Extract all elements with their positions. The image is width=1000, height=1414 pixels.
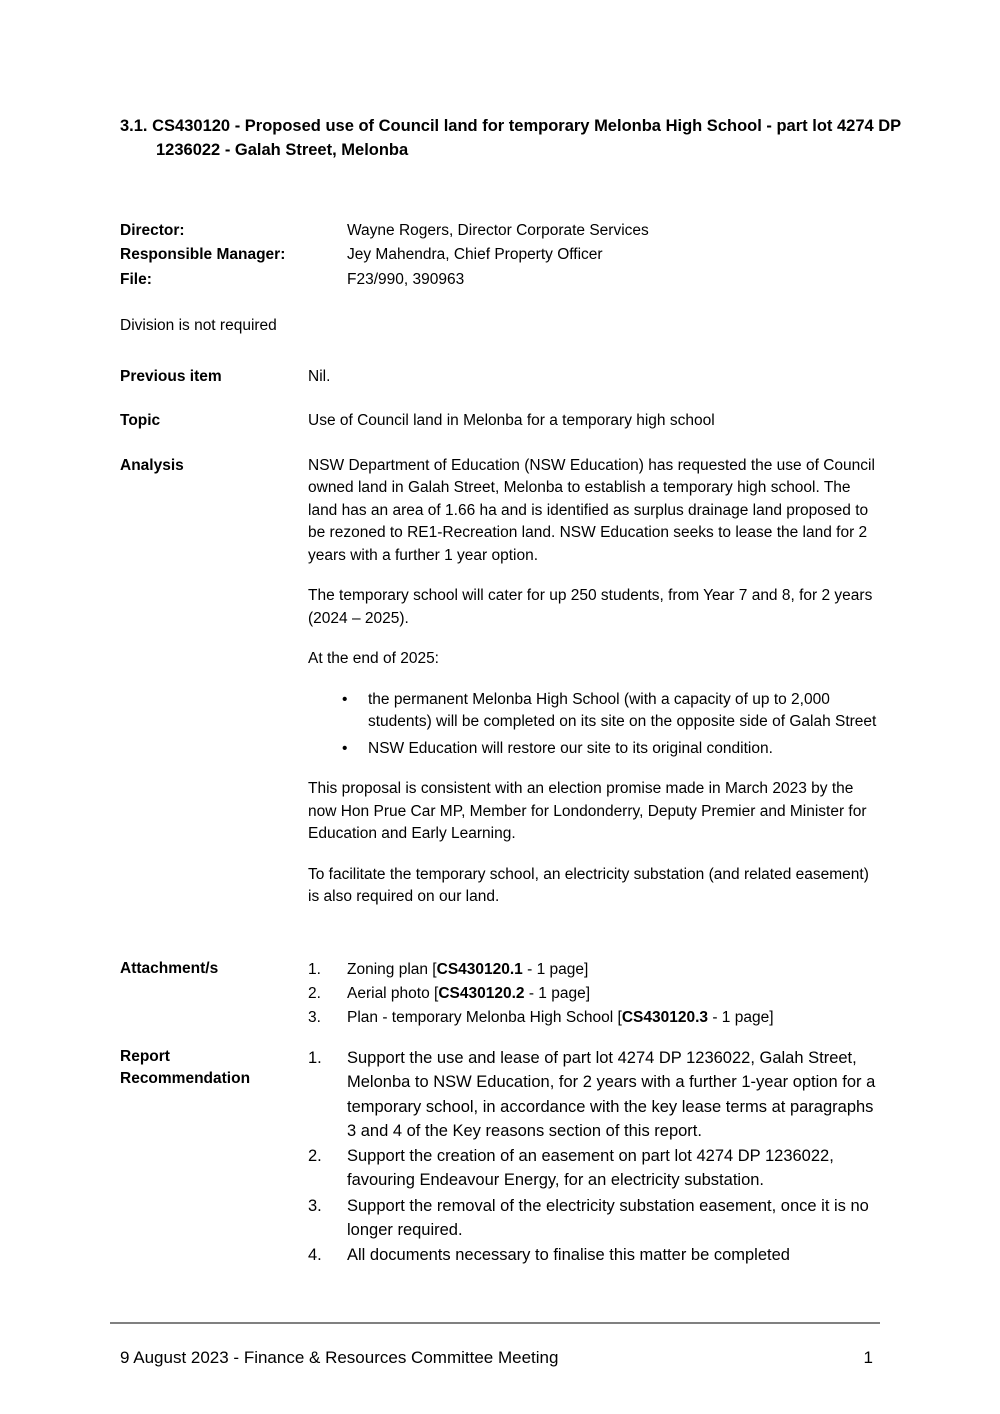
field-topic [120, 410, 880, 432]
metadata-label-file: File: [120, 270, 152, 288]
metadata-label-director: Director: [120, 222, 185, 239]
recommendation-list [308, 1046, 880, 1267]
analysis-paragraph-2: The temporary school will cater for up 250 students, from Year 7 and 8, for 2 years (2024 – 2025). [308, 587, 873, 627]
field-value-analysis [308, 455, 880, 909]
list-item [308, 689, 880, 734]
attachment-pages: - 1 page] [708, 1009, 774, 1027]
page-title [120, 115, 916, 163]
analysis-paragraph-5: To facilitate the temporary school, an electricity substation (and related easement) is also required on our land. [308, 865, 869, 906]
field-label-attachments: Attachment/s [120, 960, 219, 977]
metadata-value-director: Wayne Rogers, Director Corporate Services [347, 222, 649, 239]
bullet-icon: • [342, 690, 348, 708]
list-item-text: Support the creation of an easement on part lot 4274 DP 1236022, favouring Endeavour Energy, for an electricity substation. [347, 1147, 834, 1190]
list-item [308, 1243, 880, 1267]
attachment-list [308, 958, 880, 1030]
list-marker: 2. [308, 1147, 322, 1165]
field-value-attachments [308, 958, 880, 1030]
analysis-paragraph-4: This proposal is consistent with an election promise made in March 2023 by the now Hon Prue Car MP, Member for Londonderry, Deputy Premier and Minister for Education and Early Learning. [308, 780, 867, 843]
list-marker: 3. [308, 1196, 322, 1215]
footer-divider [110, 1322, 880, 1324]
field-analysis [120, 455, 880, 909]
attachment-code: CS430120.3 [621, 1009, 709, 1027]
attachment-label: Zoning plan [ [347, 961, 437, 978]
list-item [308, 1006, 880, 1030]
list-item-text: NSW Education will restore our site to its original condition. [368, 739, 773, 757]
list-item [308, 982, 880, 1006]
footer-meeting-title: 9 August 2023 - Finance & Resources Committee Meeting [120, 1348, 559, 1367]
attachment-code: CS430120.2 [438, 985, 525, 1003]
page-footer [120, 1348, 880, 1368]
list-marker: 2. [308, 985, 321, 1003]
analysis-paragraph-3: At the end of 2025: [308, 650, 439, 668]
list-marker: 1. [308, 1049, 322, 1067]
field-label-analysis: Analysis [120, 457, 184, 474]
page-title-number: 3.1. [120, 117, 148, 135]
field-value-report-recommendation [308, 1046, 880, 1268]
field-label-report-recommendation [120, 1046, 308, 1091]
list-item-text: the permanent Melonba High School (with a capacity of up to 2,000 students) will be completed on its site on the opposite side of Galah Street [368, 690, 877, 731]
footer-page-number: 1 [863, 1348, 873, 1367]
page-title-text: CS430120 - Proposed use of Council land for temporary Melonba High School - part lot 4274 DP 1236022 - Galah Street, Melonba [152, 117, 901, 159]
list-marker: 4. [308, 1246, 322, 1264]
attachment-label: Aerial photo [ [347, 985, 439, 1003]
list-item [308, 1144, 880, 1193]
field-attachments [120, 958, 880, 1030]
list-item-text: All documents necessary to finalise this matter be completed [347, 1246, 790, 1264]
field-label-topic: Topic [120, 412, 161, 429]
list-item-text: Support the removal of the electricity substation easement, once it is no longer required. [347, 1196, 869, 1239]
metadata-row-director [120, 219, 880, 243]
metadata-label-responsible-manager: Responsible Manager: [120, 246, 286, 264]
field-label-previous-item: Previous item [120, 368, 222, 385]
list-item [308, 1046, 880, 1143]
attachment-code: CS430120.1 [436, 961, 523, 978]
field-report-recommendation [120, 1046, 880, 1268]
metadata-value-file: F23/990, 390963 [347, 270, 465, 288]
bullet-icon: • [342, 739, 348, 757]
attachment-label: Plan - temporary Melonba High School [ [347, 1009, 622, 1027]
attachment-pages: - 1 page] [522, 961, 589, 978]
metadata-row-file [120, 268, 880, 292]
metadata-row-responsible-manager [120, 243, 880, 267]
list-item [308, 1194, 880, 1243]
analysis-bullet-list [308, 689, 880, 760]
document-metadata [120, 219, 880, 292]
division-note: Division is not required [120, 317, 277, 334]
list-marker: 1. [308, 961, 321, 978]
analysis-paragraph-1: NSW Department of Education (NSW Education) has requested the use of Council owned land in Galah Street, Melonba to establish a temporary high school. The land has an area of 1.66 ha and is identified as surplus drainage land proposed to be rezoned to RE1-Recreation land. NSW Education seeks to lease the land for 2 years with a further 1 year option. [308, 457, 875, 564]
list-marker: 3. [308, 1009, 321, 1027]
list-item [308, 958, 880, 982]
list-item-text: Support the use and lease of part lot 4274 DP 1236022, Galah Street, Melonba to NSW Education, for 2 years with a further 1-year option for a temporary school, in accordance with the key lease terms at paragraphs 3 and 4 of the Key reasons section of this report. [347, 1049, 876, 1140]
field-previous-item [120, 366, 880, 388]
field-label-line-2: Recommendation [120, 1070, 251, 1088]
metadata-value-responsible-manager: Jey Mahendra, Chief Property Officer [347, 246, 603, 264]
list-item [308, 738, 880, 760]
field-value-previous-item: Nil. [308, 368, 331, 385]
attachment-pages: - 1 page] [524, 985, 591, 1003]
field-value-topic: Use of Council land in Melonba for a temporary high school [308, 412, 715, 429]
field-label-line-1: Report [120, 1048, 170, 1065]
